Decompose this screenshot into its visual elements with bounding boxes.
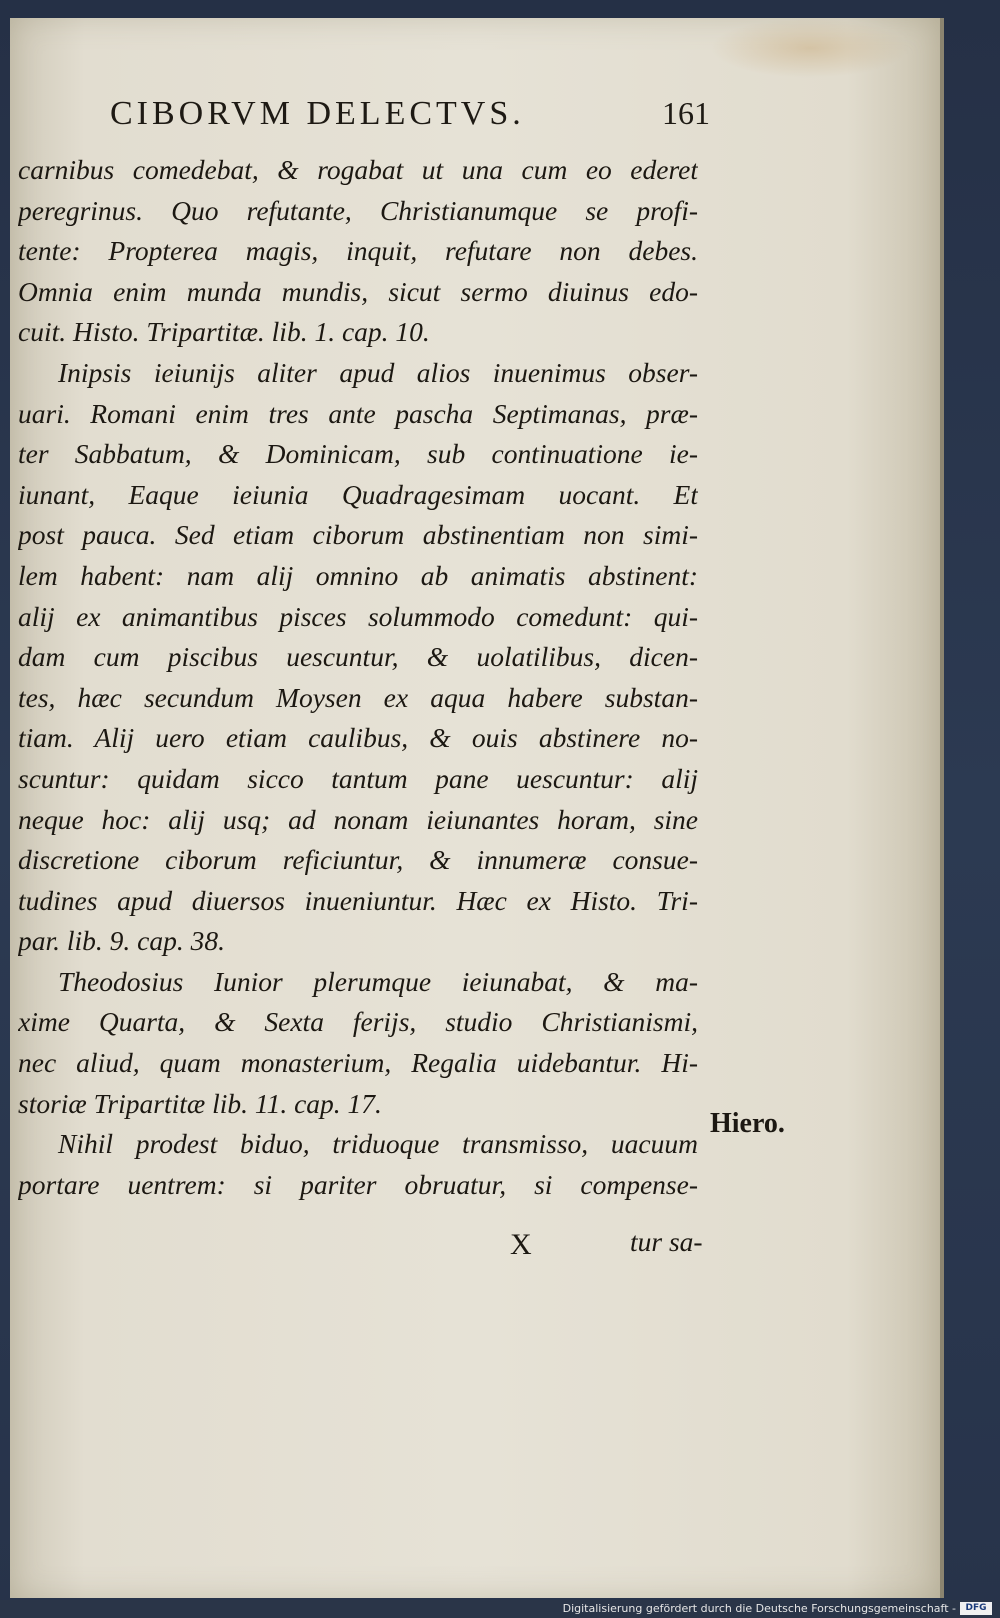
text-line: post pauca. Sed etiam ciborum abstinentiam non simi-: [18, 519, 698, 551]
paper-stain: [710, 18, 910, 78]
text-line: neque hoc: alij usq; ad nonam ieiunantes horam, sine: [18, 803, 698, 835]
text-line: tudines apud diuersos inueniuntur. Hæc ex Histo. Tri-: [18, 884, 698, 916]
text-line: par. lib. 9. cap. 38.: [18, 925, 226, 957]
text-line: peregrinus. Quo refutante, Christianumque se profi-: [18, 194, 698, 226]
text-line: uari. Romani enim tres ante pascha Septimanas, præ-: [18, 397, 698, 429]
text-line: Omnia enim munda mundis, sicut sermo diuinus edo-: [18, 275, 698, 307]
text-line: ter Sabbatum, & Dominicam, sub continuatione ie-: [18, 438, 698, 470]
running-title: CIBORVM DELECTVS.: [110, 95, 525, 132]
text-line: portare uentrem: si pariter obruatur, si compense-: [18, 1168, 698, 1200]
text-line: alij ex animantibus pisces solummodo comedunt: qui-: [18, 600, 698, 632]
text-line: iunant, Eaque ieiunia Quadragesimam uocant. Et: [18, 478, 698, 510]
marginal-note: Hiero.: [710, 1108, 785, 1139]
signature-mark: X: [510, 1228, 532, 1261]
text-line: Theodosius Iunior plerumque ieiunabat, & ma-: [58, 965, 698, 997]
text-line: xime Quarta, & Sexta ferijs, studio Christianismi,: [18, 1006, 698, 1038]
dfg-logo: DFG: [960, 1602, 992, 1615]
text-line: discretione ciborum reficiuntur, & innumeræ consue-: [18, 844, 698, 876]
text-line: carnibus comedebat, & rogabat ut una cum eo ederet: [18, 154, 698, 185]
text-line: dam cum piscibus uescuntur, & uolatilibus, dicen-: [18, 641, 698, 673]
text-line: storiæ Tripartitæ lib. 11. cap. 17.: [18, 1087, 382, 1119]
text-line: nec aliud, quam monasterium, Regalia uidebantur. Hi-: [18, 1047, 698, 1079]
page-header: [110, 95, 710, 145]
page-number: 161: [662, 95, 710, 131]
text-line: scuntur: quidam sicco tantum pane uescuntur: alij: [18, 762, 698, 794]
text-line: cuit. Histo. Tripartitæ. lib. 1. cap. 10.: [18, 316, 430, 348]
body-text: [18, 150, 698, 1205]
text-line: Nihil prodest biduo, triduoque transmisso, uacuum: [58, 1128, 698, 1160]
footer-credit: Digitalisierung gefördert durch die Deutsche Forschungsgemeinschaft -: [562, 1602, 956, 1615]
text-line: tes, hæc secundum Moysen ex aqua habere substan-: [18, 681, 698, 713]
text-line: tiam. Alij uero etiam caulibus, & ouis abstinere no-: [18, 722, 698, 754]
text-line: lem habent: nam alij omnino ab animatis abstinent:: [18, 559, 698, 591]
text-line: Inipsis ieiunijs aliter apud alios inuenimus obser-: [58, 356, 698, 388]
catchword: tur sa-: [630, 1226, 703, 1257]
text-line: tente: Propterea magis, inquit, refutare non debes.: [18, 235, 698, 267]
